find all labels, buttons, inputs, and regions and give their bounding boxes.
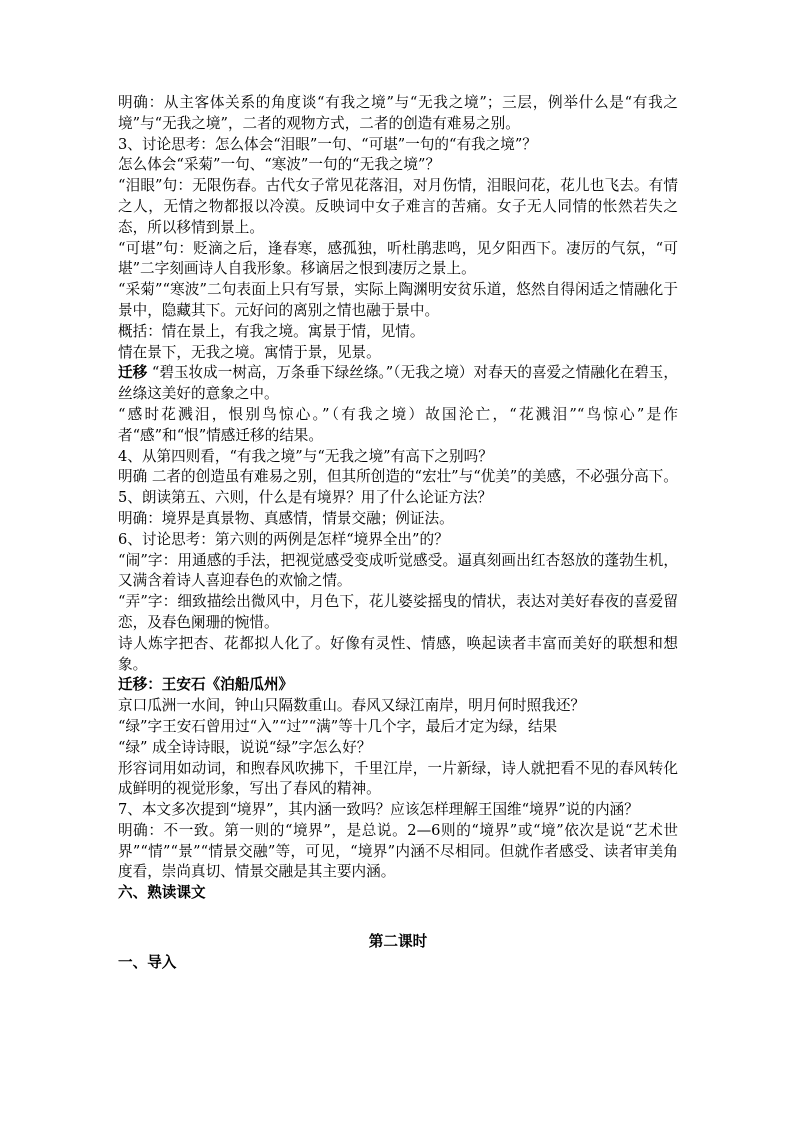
paragraph-p15: 6、讨论思考：第六则的两例是怎样“境界全出”的？ [118,530,449,548]
paragraph-p10: “感时花溅泪，恨别鸟惊心。”（有我之境）故国沦亡，“花溅泪”“鸟惊心”是作者“感”和“恨”情感迁移的结果。 [118,405,678,444]
document-page [118,93,678,974]
paragraph-p13: 5、朗读第五、六则，什么是有境界？用了什么论证方法？ [118,489,493,507]
paragraph-p6: “采菊”“寒波”二句表面上只有写景，实际上陶渊明安贫乐道，悠然自得闲适之情融化于景中，隐藏其下。元好问的离别之情也融于景中。 [118,281,678,319]
paragraph-p5: “可堪”句：贬滴之后，逢春寒，感孤独，听杜鹃悲鸣，见夕阳西下。凄厉的气氛，“可堪”二字刻画诗人自我形象。移谪居之恨到凄厉之景上。 [118,239,678,278]
paragraph-p25: 明确：不一致。第一则的“境界”，是总说。2—6则的“境界”或“境”依次是说“艺术世界”“情”“景”“情景交融”等，可见，“境界”内涵不尽相同。但就作者感受、读者审美角度看，崇尚真切、情景交融是其主要内涵。 [118,821,678,881]
paragraph-p17: “弄”字：细致描绘出微风中，月色下，花儿婆娑摇曳的情状，表达对美好春夜的喜爱留恋，及春色阑珊的惋惜。 [118,593,678,631]
paragraph-p9 [118,363,678,405]
section-heading-intro: 一、导入 [118,953,177,971]
lesson-title: 第二课时 [368,933,428,951]
paragraph-p21: “绿”字王安石曾用过“入”“过”“满”等十几个字，最后才定为绿，结果 [118,717,558,735]
paragraph-p4: “泪眼”句：无限伤春。古代女子常见花落泪，对月伤情，泪眼问花，花儿也飞去。有情之人，无情之物都报以冷漠。反映词中女子难言的苦痛。女子无人同情的怅然若失之态，所以移情到景上。 [118,177,678,236]
paragraph-p11: 4、从第四则看，“有我之境”与“无我之境”有高下之别吗？ [118,447,493,465]
paragraph-p3: 怎么体会“采菊”一句、“寒波”一句的“无我之境”？ [118,156,441,174]
transfer-label: 迁移 [118,364,148,382]
paragraph-p18: 诗人炼字把杏、花都拟人化了。好像有灵性、情感，唤起读者丰富而美好的联想和想象。 [118,634,678,673]
paragraph-p24: 7、本文多次提到“境界”，其内涵一致吗？应该怎样理解王国维“境界”说的内涵？ [118,801,639,819]
paragraph-p2: 3、讨论思考：怎么体会“泪眼”一句、“可堪”一句的“有我之境”？ [118,135,537,153]
paragraph-p1: 明确：从主客体关系的角度谈“有我之境”与“无我之境”；三层，例举什么是“有我之境”与“无我之境”，二者的观物方式，二者的创造有难易之别。 [118,94,678,132]
paragraph-p22: “绿” 成全诗诗眼，说说“绿”字怎么好？ [118,738,372,756]
paragraph-p12: 明确 二者的创造虽有难易之别，但其所创造的“宏壮”与“优美”的美感，不必强分高下。 [118,468,678,486]
paragraph-p16: “闹”字：用通感的手法，把视觉感受变成听觉感受。逼真刻画出红杏怒放的蓬勃生机，又满含着诗人喜迎春色的欢愉之情。 [118,551,678,590]
paragraph-p14: 明确：境界是真景物、真感情，情景交融；例证法。 [118,509,454,527]
paragraph-p8: 情在景下，无我之境。寓情于景，见景。 [118,343,381,361]
section-heading-six: 六、熟读课文 [118,884,206,902]
section-heading-transfer: 迁移：王安石《泊船瓜州》 [118,676,294,694]
paragraph-p23: 形容词用如动词，和煦春风吹拂下，千里江岸，一片新绿，诗人就把看不见的春风转化成鲜明的视觉形象，写出了春风的精神。 [118,759,678,798]
paragraph-p7: 概括：情在景上，有我之境。寓景于情，见情。 [118,322,425,340]
poem-line: 京口瓜洲一水间，钟山只隔数重山。春风又绿江南岸，明月何时照我还？ [118,697,586,715]
transfer-text: “碧玉妆成一树高，万条垂下绿丝绦。”（无我之境）对春天的喜爱之情融化在碧玉，丝绦这美好的意象之中。 [118,364,678,403]
